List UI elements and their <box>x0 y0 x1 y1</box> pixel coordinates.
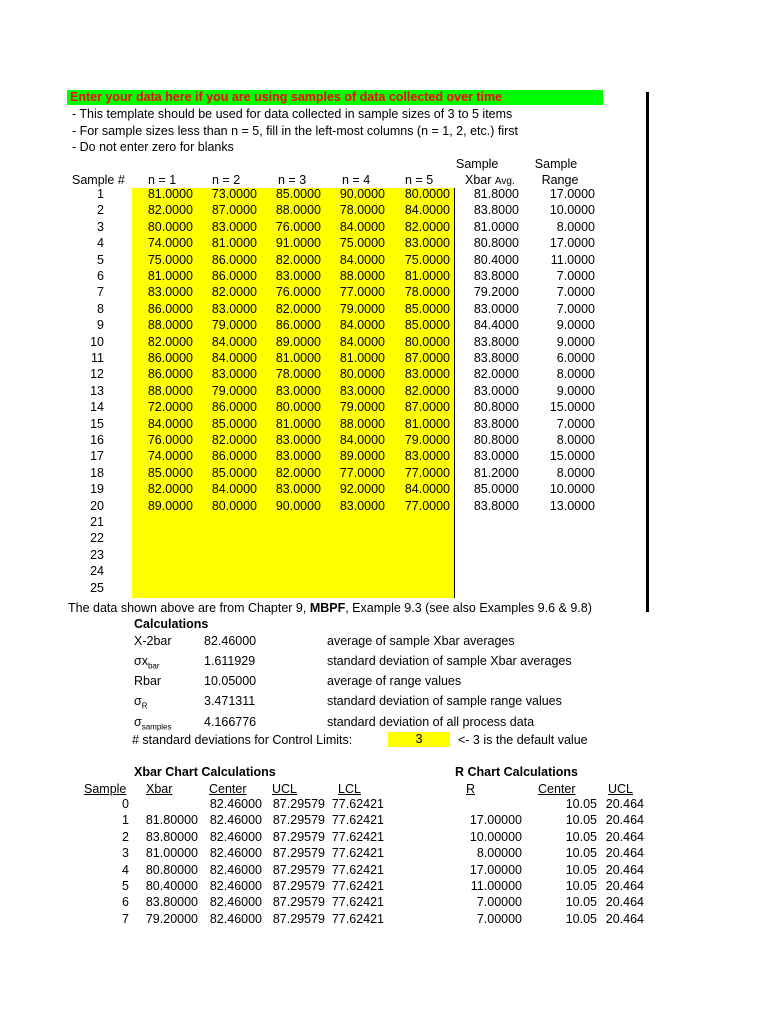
cell-n1[interactable]: 84.0000 <box>147 416 193 431</box>
cell-n3[interactable]: 83.0000 <box>275 482 321 497</box>
xbar-calc-lcl: 77.62421 <box>331 846 384 861</box>
r-calc-ucl: 20.464 <box>605 813 644 828</box>
header-range-bottom: Range <box>541 173 579 187</box>
calc-value: 82.46000 <box>204 634 257 648</box>
sd-note: <- 3 is the default value <box>458 733 588 747</box>
xbar-calc-xbar: 79.20000 <box>145 911 198 926</box>
xbar-calc-xbar: 80.80000 <box>145 862 198 877</box>
cell-n2[interactable]: 83.0000 <box>211 301 257 316</box>
cell-xbar-avg: 81.0000 <box>473 219 519 234</box>
xbar-calc-ucl: 87.29579 <box>272 813 325 828</box>
cell-n5[interactable]: 79.0000 <box>404 433 450 447</box>
cell-n1[interactable]: 74.0000 <box>147 236 193 251</box>
r-chart-title: R Chart Calculations <box>455 765 578 779</box>
cell-n4[interactable]: 77.0000 <box>339 465 385 480</box>
cell-n3[interactable]: 82.0000 <box>275 252 321 267</box>
cell-n2[interactable]: 79.0000 <box>211 383 257 398</box>
xbar-calc-center: 82.46000 <box>209 911 262 926</box>
cell-n1[interactable]: 86.0000 <box>147 351 193 365</box>
cell-n1[interactable]: 81.0000 <box>147 269 193 283</box>
cell-n2[interactable]: 84.0000 <box>211 334 257 349</box>
cell-n3[interactable]: 81.0000 <box>275 351 321 365</box>
xbar-calc-sample: 1 <box>122 813 129 828</box>
cell-n3[interactable]: 81.0000 <box>275 416 321 431</box>
cell-n1[interactable]: 76.0000 <box>147 433 193 447</box>
header-n2: n = 2 <box>212 173 241 187</box>
r-calc-r: 7.00000 <box>476 911 522 926</box>
xbar-calc-sample: 0 <box>122 797 129 811</box>
cell-xbar-avg: 84.4000 <box>473 318 519 333</box>
xbar-header-xbar: Xbar <box>146 782 173 796</box>
calc-label-subscript: bar <box>147 661 160 671</box>
cell-n3[interactable]: 82.0000 <box>275 301 321 316</box>
cell-n5[interactable]: 82.0000 <box>404 383 450 398</box>
cell-n2[interactable]: 81.0000 <box>211 236 257 251</box>
calc-label-text: X-2bar <box>134 634 172 648</box>
cell-range: 8.0000 <box>556 465 595 480</box>
cell-range: 15.0000 <box>549 449 595 464</box>
xbar-calc-lcl: 77.62421 <box>331 813 384 828</box>
xbar-header-ucl: UCL <box>272 782 298 796</box>
cell-range: 17.0000 <box>549 187 595 201</box>
xbar-header-lcl: LCL <box>338 782 361 796</box>
cell-n1[interactable]: 88.0000 <box>147 318 193 333</box>
xbar-calc-center: 82.46000 <box>209 862 262 877</box>
cell-sample-number: 23 <box>90 547 104 562</box>
cell-n3[interactable]: 89.0000 <box>275 334 321 349</box>
r-calc-ucl: 20.464 <box>605 911 644 926</box>
cell-n1[interactable]: 89.0000 <box>147 498 193 513</box>
xbar-calc-lcl: 77.62421 <box>331 829 384 844</box>
cell-n3[interactable]: 86.0000 <box>275 318 321 333</box>
xbar-calc-center: 82.46000 <box>209 846 262 861</box>
calc-label-text: σ <box>134 715 142 729</box>
cell-n2[interactable]: 80.0000 <box>211 498 257 513</box>
calc-label-text: σx <box>134 654 148 668</box>
instruction-banner: Enter your data here if you are using samples of data collected over time <box>67 90 603 105</box>
cell-n3[interactable]: 83.0000 <box>275 449 321 464</box>
cell-xbar-avg: 81.8000 <box>473 187 519 201</box>
cell-n5[interactable]: 84.0000 <box>404 482 450 497</box>
cell-n2[interactable]: 85.0000 <box>211 416 257 431</box>
xbar-calc-center: 82.46000 <box>209 797 262 811</box>
cell-n4[interactable]: 90.0000 <box>339 187 385 201</box>
r-calc-center: 10.05 <box>565 797 597 811</box>
cell-sample-number: 2 <box>97 203 104 218</box>
calc-label <box>134 674 161 688</box>
cell-sample-number: 22 <box>90 531 104 546</box>
xbar-calc-center: 82.46000 <box>209 879 262 893</box>
xbar-calc-center: 82.46000 <box>209 895 262 910</box>
r-header-center: Center <box>538 782 576 796</box>
cell-n4[interactable]: 83.0000 <box>339 383 385 398</box>
cell-sample-number: 15 <box>90 416 104 431</box>
calc-label-subscript: R <box>141 701 148 711</box>
cell-n5[interactable]: 82.0000 <box>404 219 450 234</box>
note-2: - For sample sizes less than n = 5, fill in the left-most columns (n = 1, 2, etc.) first <box>72 124 518 138</box>
cell-n3[interactable]: 78.0000 <box>275 367 321 382</box>
source-note <box>68 601 592 615</box>
cell-xbar-avg: 81.2000 <box>473 465 519 480</box>
note-1: - This template should be used for data collected in sample sizes of 3 to 5 items <box>72 107 513 121</box>
cell-n1[interactable]: 82.0000 <box>147 203 193 218</box>
cell-n5[interactable]: 87.0000 <box>404 351 450 365</box>
cell-n3[interactable]: 90.0000 <box>275 498 321 513</box>
cell-n4[interactable]: 83.0000 <box>339 498 385 513</box>
cell-n5[interactable]: 77.0000 <box>404 465 450 480</box>
cell-n2[interactable]: 86.0000 <box>211 252 257 267</box>
cell-n5[interactable]: 83.0000 <box>404 449 450 464</box>
r-calc-ucl: 20.464 <box>605 862 644 877</box>
cell-n5[interactable]: 81.0000 <box>404 416 450 431</box>
cell-n2[interactable]: 84.0000 <box>211 351 257 365</box>
cell-n2[interactable]: 82.0000 <box>211 433 257 447</box>
sd-label: # standard deviations for Control Limits: <box>132 733 353 747</box>
cell-n2[interactable]: 84.0000 <box>211 482 257 497</box>
cell-xbar-avg: 80.8000 <box>473 433 519 447</box>
table-divider <box>454 188 455 598</box>
xbar-calc-center: 82.46000 <box>209 813 262 828</box>
cell-sample-number: 11 <box>91 351 104 365</box>
cell-range: 17.0000 <box>549 236 595 251</box>
header-n5: n = 5 <box>405 173 434 187</box>
cell-n4[interactable]: 84.0000 <box>339 433 385 447</box>
cell-range: 10.0000 <box>549 482 595 497</box>
cell-n5[interactable]: 83.0000 <box>404 236 450 251</box>
cell-n2[interactable]: 83.0000 <box>211 219 257 234</box>
calc-label <box>134 715 172 732</box>
cell-xbar-avg: 82.0000 <box>473 367 519 382</box>
cell-sample-number: 25 <box>90 580 104 595</box>
xbar-calc-xbar: 81.00000 <box>145 846 198 861</box>
cell-n1[interactable]: 74.0000 <box>147 449 193 464</box>
cell-n5[interactable]: 85.0000 <box>404 301 450 316</box>
cell-sample-number: 8 <box>97 301 104 316</box>
cell-n2[interactable]: 85.0000 <box>211 465 257 480</box>
r-calc-r: 8.00000 <box>476 846 522 861</box>
xbar-calc-ucl: 87.29579 <box>272 797 325 811</box>
header-range-top: Sample <box>534 157 578 171</box>
xbar-calc-ucl: 87.29579 <box>272 879 325 893</box>
r-calc-center: 10.05 <box>565 862 597 877</box>
r-calc-center: 10.05 <box>565 829 597 844</box>
r-calc-center: 10.05 <box>565 846 597 861</box>
vertical-divider <box>646 92 649 612</box>
xbar-calc-lcl: 77.62421 <box>331 911 384 926</box>
cell-n3[interactable]: 83.0000 <box>275 269 321 283</box>
cell-n1[interactable]: 82.0000 <box>147 482 193 497</box>
cell-n4[interactable]: 89.0000 <box>339 449 385 464</box>
xbar-calc-sample: 4 <box>122 862 129 877</box>
cell-xbar-avg: 83.0000 <box>473 301 519 316</box>
xbar-header-sample: Sample <box>84 782 127 796</box>
cell-n5[interactable]: 80.0000 <box>404 187 450 201</box>
calc-label-text: σ <box>134 694 142 708</box>
cell-xbar-avg: 83.8000 <box>473 334 519 349</box>
cell-range: 9.0000 <box>556 318 595 333</box>
cell-n3[interactable]: 76.0000 <box>275 219 321 234</box>
cell-n5[interactable]: 80.0000 <box>404 334 450 349</box>
cell-xbar-avg: 83.0000 <box>473 383 519 398</box>
xbar-calc-ucl: 87.29579 <box>272 846 325 861</box>
cell-sample-number: 17 <box>90 449 104 464</box>
xbar-calc-xbar: 80.40000 <box>145 879 198 893</box>
cell-xbar-avg: 80.4000 <box>473 252 519 267</box>
cell-n3[interactable]: 85.0000 <box>275 187 321 201</box>
cell-range: 7.0000 <box>556 269 595 283</box>
r-calc-r: 10.00000 <box>469 829 522 844</box>
xbar-calc-sample: 3 <box>122 846 129 861</box>
cell-sample-number: 9 <box>97 318 104 333</box>
calc-label-subscript: samples <box>141 722 172 732</box>
cell-xbar-avg: 85.0000 <box>473 482 519 497</box>
xbar-calc-xbar: 81.80000 <box>145 813 198 828</box>
cell-n3[interactable]: 82.0000 <box>275 465 321 480</box>
cell-xbar-avg: 83.8000 <box>473 351 519 365</box>
calc-value: 3.471311 <box>204 694 256 708</box>
xbar-calc-lcl: 77.62421 <box>331 862 384 877</box>
cell-sample-number: 3 <box>97 219 104 234</box>
cell-range: 7.0000 <box>556 285 595 300</box>
calc-description: standard deviation of sample Xbar averages <box>327 654 572 668</box>
header-n3: n = 3 <box>278 173 307 187</box>
cell-xbar-avg: 83.8000 <box>473 416 519 431</box>
header-xbar-avg: Avg. <box>494 176 515 187</box>
cell-xbar-avg: 83.8000 <box>473 269 519 283</box>
cell-n3[interactable]: 76.0000 <box>275 285 321 300</box>
cell-sample-number: 4 <box>97 236 104 251</box>
cell-n5[interactable]: 83.0000 <box>404 367 450 382</box>
xbar-calc-lcl: 77.62421 <box>331 879 384 893</box>
cell-n3[interactable]: 88.0000 <box>275 203 321 218</box>
cell-n4[interactable]: 77.0000 <box>339 285 385 300</box>
calc-value: 4.166776 <box>204 715 257 729</box>
r-calc-ucl: 20.464 <box>605 829 644 844</box>
cell-sample-number: 21 <box>90 515 104 529</box>
header-n1: n = 1 <box>148 173 177 187</box>
calc-value: 10.05000 <box>204 674 257 688</box>
cell-range: 8.0000 <box>556 219 595 234</box>
r-calc-r: 7.00000 <box>476 895 522 910</box>
xbar-chart-title: Xbar Chart Calculations <box>134 765 276 779</box>
cell-range: 11.0000 <box>550 252 595 267</box>
cell-n4[interactable]: 78.0000 <box>339 203 385 218</box>
cell-sample-number: 16 <box>90 433 104 447</box>
r-calc-center: 10.05 <box>565 879 597 893</box>
xbar-calc-ucl: 87.29579 <box>272 862 325 877</box>
cell-n5[interactable]: 84.0000 <box>404 203 450 218</box>
header-sample: Sample # <box>72 173 125 187</box>
cell-range: 13.0000 <box>549 498 595 513</box>
cell-n3[interactable]: 80.0000 <box>275 400 321 415</box>
cell-n4[interactable]: 79.0000 <box>339 400 385 415</box>
cell-range: 8.0000 <box>556 367 595 382</box>
cell-xbar-avg: 83.8000 <box>473 203 519 218</box>
calc-description: average of sample Xbar averages <box>327 634 515 648</box>
xbar-calc-center: 82.46000 <box>209 829 262 844</box>
r-calc-r: 17.00000 <box>469 813 522 828</box>
source-bold: MBPF <box>309 601 346 615</box>
xbar-calc-ucl: 87.29579 <box>272 895 325 910</box>
cell-n1[interactable]: 88.0000 <box>147 383 193 398</box>
xbar-calc-ucl: 87.29579 <box>272 911 325 926</box>
cell-n1[interactable]: 80.0000 <box>147 219 193 234</box>
cell-n2[interactable]: 83.0000 <box>211 367 257 382</box>
cell-sample-number: 1 <box>97 187 104 201</box>
cell-n4[interactable]: 84.0000 <box>339 318 385 333</box>
cell-n1[interactable]: 82.0000 <box>147 334 193 349</box>
cell-n4[interactable]: 84.0000 <box>339 252 385 267</box>
cell-sample-number: 24 <box>90 564 104 579</box>
cell-range: 7.0000 <box>556 301 595 316</box>
sd-value-input[interactable]: 3 <box>388 732 450 747</box>
cell-range: 6.0000 <box>556 351 595 365</box>
cell-n3[interactable]: 83.0000 <box>275 433 321 447</box>
r-header-ucl: UCL <box>608 782 634 796</box>
cell-n5[interactable]: 78.0000 <box>404 285 450 300</box>
cell-sample-number: 20 <box>90 498 104 513</box>
cell-n5[interactable]: 75.0000 <box>404 252 450 267</box>
cell-sample-number: 6 <box>97 269 104 283</box>
cell-n4[interactable]: 92.0000 <box>339 482 385 497</box>
cell-n2[interactable]: 87.0000 <box>211 203 257 218</box>
cell-n4[interactable]: 80.0000 <box>339 367 385 382</box>
r-calc-ucl: 20.464 <box>605 797 644 811</box>
calc-title: Calculations <box>134 617 209 631</box>
cell-range: 7.0000 <box>556 416 595 431</box>
cell-range: 8.0000 <box>556 433 595 447</box>
xbar-calc-sample: 6 <box>122 895 129 910</box>
r-calc-ucl: 20.464 <box>605 895 644 910</box>
cell-n4[interactable]: 75.0000 <box>339 236 385 251</box>
cell-n3[interactable]: 91.0000 <box>275 236 321 251</box>
cell-sample-number: 5 <box>97 252 104 267</box>
source-pre: The data shown above are from Chapter 9, <box>68 601 310 615</box>
cell-sample-number: 7 <box>97 285 104 300</box>
r-calc-center: 10.05 <box>565 911 597 926</box>
cell-n1[interactable]: 72.0000 <box>147 400 193 415</box>
cell-n1[interactable]: 85.0000 <box>147 465 193 480</box>
cell-range: 9.0000 <box>556 334 595 349</box>
cell-n4[interactable]: 84.0000 <box>339 219 385 234</box>
xbar-calc-xbar: 83.80000 <box>145 895 198 910</box>
xbar-calc-sample: 2 <box>122 829 129 844</box>
note-3: - Do not enter zero for blanks <box>72 140 234 154</box>
cell-n5[interactable]: 87.0000 <box>404 400 450 415</box>
cell-n1[interactable]: 86.0000 <box>147 367 193 382</box>
header-xbar-top: Sample <box>456 157 499 171</box>
xbar-header-center: Center <box>209 782 247 796</box>
cell-n2[interactable]: 86.0000 <box>211 269 257 283</box>
r-calc-r: 11.00000 <box>470 879 522 893</box>
xbar-calc-lcl: 77.62421 <box>331 797 384 811</box>
cell-sample-number: 10 <box>90 334 104 349</box>
calc-description: average of range values <box>327 674 462 688</box>
xbar-calc-sample: 7 <box>122 911 129 926</box>
cell-range: 15.0000 <box>549 400 595 415</box>
cell-sample-number: 12 <box>90 367 104 382</box>
source-post: , Example 9.3 (see also Examples 9.6 & 9.8) <box>345 601 592 615</box>
cell-n1[interactable]: 83.0000 <box>147 285 193 300</box>
cell-sample-number: 13 <box>90 383 104 398</box>
header-xbar-label: Xbar <box>465 173 492 187</box>
cell-n2[interactable]: 79.0000 <box>211 318 257 333</box>
header-xbar-bottom <box>465 173 515 187</box>
header-n4: n = 4 <box>342 173 371 187</box>
calc-description: standard deviation of sample range values <box>327 694 562 708</box>
xbar-calc-sample: 5 <box>122 879 129 893</box>
calc-label <box>134 634 172 648</box>
cell-n4[interactable]: 79.0000 <box>339 301 385 316</box>
cell-sample-number: 14 <box>90 400 104 415</box>
cell-n3[interactable]: 83.0000 <box>275 383 321 398</box>
r-calc-center: 10.05 <box>565 813 597 828</box>
r-calc-center: 10.05 <box>565 895 597 910</box>
cell-n5[interactable]: 77.0000 <box>404 498 450 513</box>
cell-range: 10.0000 <box>549 203 595 218</box>
cell-xbar-avg: 79.2000 <box>473 285 519 300</box>
cell-sample-number: 18 <box>90 465 104 480</box>
cell-n4[interactable]: 84.0000 <box>339 334 385 349</box>
calc-label-text: Rbar <box>134 674 162 688</box>
cell-xbar-avg: 83.8000 <box>473 498 519 513</box>
calc-value: 1.611929 <box>204 654 256 668</box>
r-header-r: R <box>466 782 476 796</box>
cell-n1[interactable]: 75.0000 <box>147 252 193 267</box>
cell-n2[interactable]: 82.0000 <box>211 285 257 300</box>
cell-n2[interactable]: 73.0000 <box>211 187 257 201</box>
cell-n4[interactable]: 88.0000 <box>339 269 385 283</box>
calc-label <box>134 654 160 671</box>
r-calc-r: 17.00000 <box>469 862 522 877</box>
cell-n4[interactable]: 81.0000 <box>339 351 385 365</box>
cell-sample-number: 19 <box>90 482 104 497</box>
cell-n5[interactable]: 81.0000 <box>404 269 450 283</box>
cell-n1[interactable]: 86.0000 <box>147 301 193 316</box>
xbar-calc-xbar: 83.80000 <box>145 829 198 844</box>
r-calc-ucl: 20.464 <box>605 879 644 893</box>
calc-description: standard deviation of all process data <box>327 715 535 729</box>
cell-xbar-avg: 80.8000 <box>473 236 519 251</box>
xbar-calc-lcl: 77.62421 <box>331 895 384 910</box>
cell-xbar-avg: 80.8000 <box>473 400 519 415</box>
calc-label <box>134 694 148 711</box>
cell-n2[interactable]: 86.0000 <box>211 449 257 464</box>
cell-n5[interactable]: 85.0000 <box>404 318 450 333</box>
r-calc-ucl: 20.464 <box>605 846 644 861</box>
cell-xbar-avg: 83.0000 <box>473 449 519 464</box>
cell-n1[interactable]: 81.0000 <box>147 187 193 201</box>
cell-n4[interactable]: 88.0000 <box>339 416 385 431</box>
cell-range: 9.0000 <box>556 383 595 398</box>
xbar-calc-ucl: 87.29579 <box>272 829 325 844</box>
cell-n2[interactable]: 86.0000 <box>211 400 257 415</box>
